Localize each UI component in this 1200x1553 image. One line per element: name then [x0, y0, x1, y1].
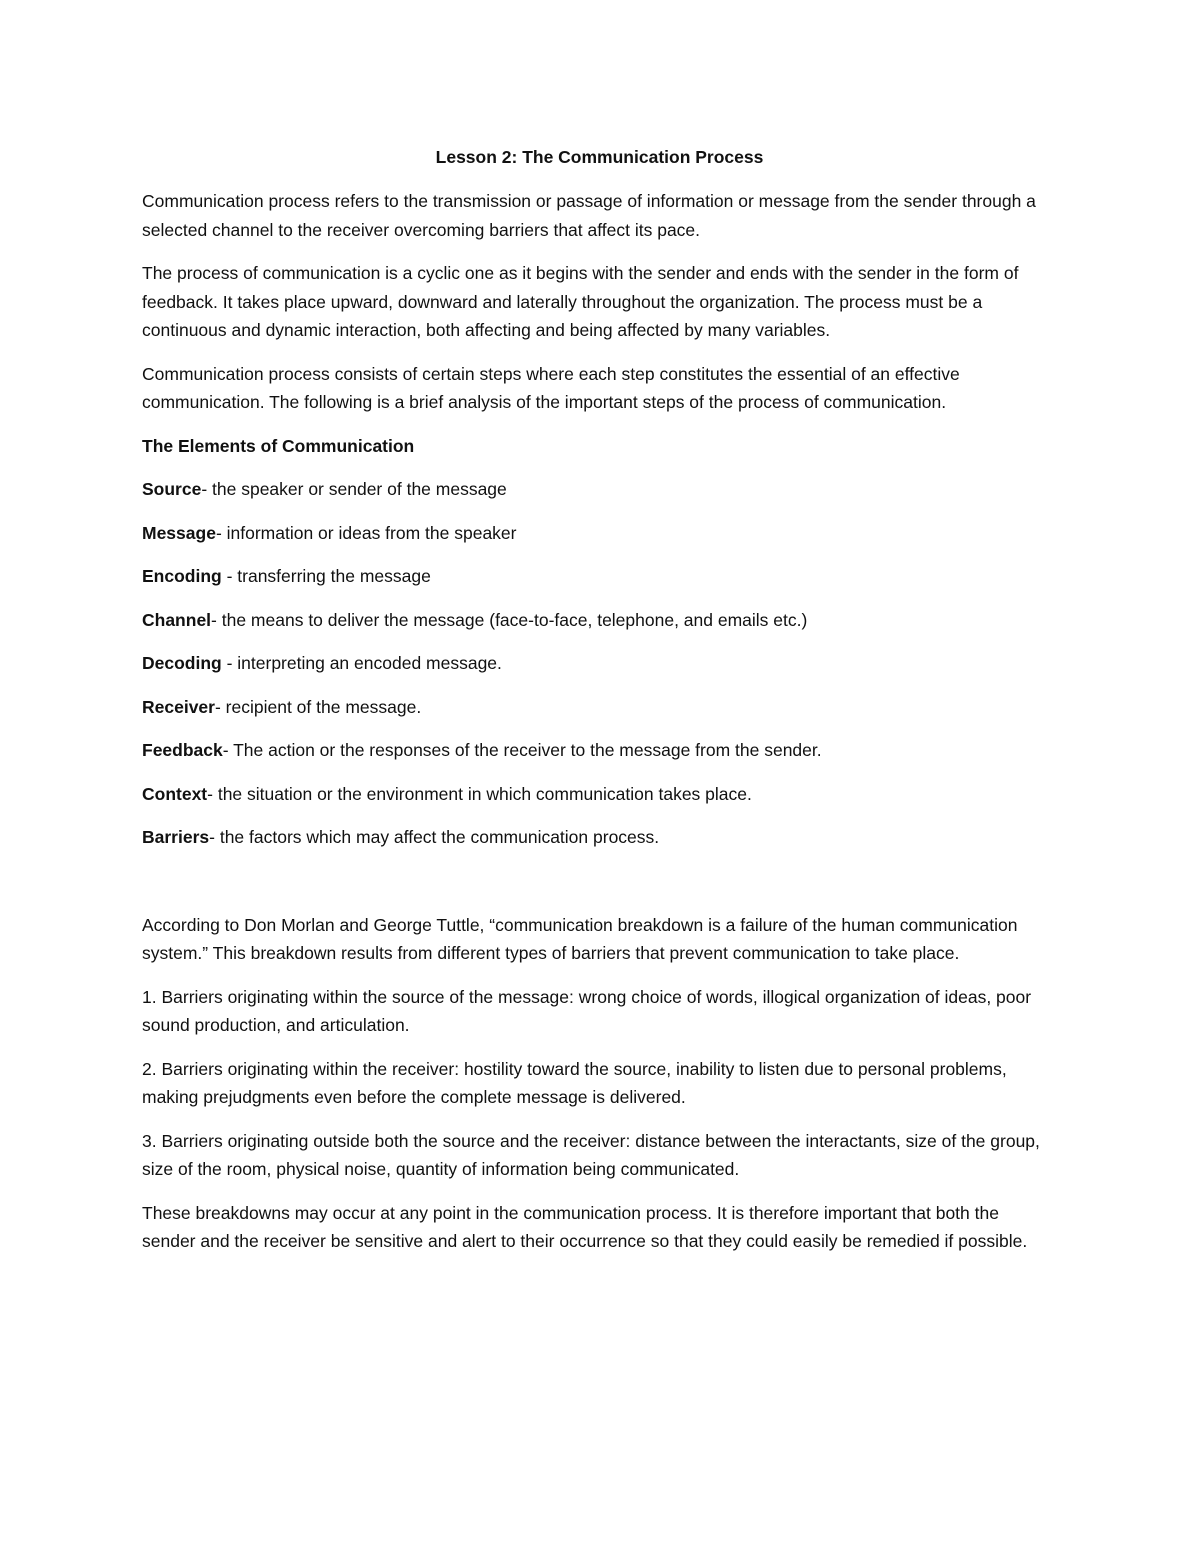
elements-heading: The Elements of Communication: [142, 435, 415, 456]
document-body: [142, 143, 1057, 1271]
barrier-paragraph: 2. Barriers originating within the receiver: hostility toward the source, inability to listen due to personal problems, making prejudgments even before the complete message is delivered.: [142, 1058, 1007, 1107]
element-term: Encoding: [142, 566, 222, 586]
element-term: Decoding: [142, 653, 222, 673]
element-definition: - the speaker or sender of the message: [201, 479, 507, 499]
element-item-source: [142, 475, 1057, 504]
element-term: Feedback: [142, 740, 223, 760]
barrier-paragraph: According to Don Morlan and George Tuttle, “communication breakdown is a failure of the human communication system.” This breakdown results from different types of barriers that prevent communication to take place.: [142, 914, 1018, 963]
intro-paragraph: Communication process refers to the transmission or passage of information or message from the sender through a selected channel to the receiver overcoming barriers that affect its pace.: [142, 191, 1036, 240]
element-item-encoding: [142, 562, 1057, 591]
element-item-message: [142, 519, 1057, 548]
barrier-paragraph: 1. Barriers originating within the source of the message: wrong choice of words, illogical organization of ideas, poor sound production, and articulation.: [142, 986, 1032, 1035]
element-term: Channel: [142, 609, 212, 630]
element-definition: - the factors which may affect the communication process.: [209, 827, 660, 847]
barrier-paragraph: 3. Barriers originating outside both the source and the receiver: distance between the interactants, size of the group, size of the room, physical noise, quantity of information being communicated.: [142, 1130, 1040, 1179]
intro-paragraph: Communication process consists of certain steps where each step constitutes the essential of an effective communication. The following is a brief analysis of the important steps of the process of communication.: [142, 363, 960, 412]
intro-paragraph: The process of communication is a cyclic one as it begins with the sender and ends with the sender in the form of feedback. It takes place upward, downward and laterally throughout the organization. The process must be a continuous and dynamic interaction, both affecting and being affected by many variables.: [142, 263, 1019, 340]
element-item-barriers: [142, 823, 1057, 852]
element-definition: - the means to deliver the message (face-to-face, telephone, and emails etc.): [211, 609, 808, 630]
element-item-context: [142, 780, 1057, 809]
element-term: Context: [142, 783, 208, 804]
blank-line: [142, 867, 1057, 911]
element-item-channel: [142, 606, 1057, 635]
element-definition: - the situation or the environment in which communication takes place.: [207, 783, 752, 804]
element-definition: - recipient of the message.: [214, 696, 422, 717]
page-title: Lesson 2: The Communication Process: [435, 147, 764, 167]
element-definition: - information or ideas from the speaker: [215, 522, 517, 543]
element-term: Receiver: [142, 696, 215, 717]
element-term: Barriers: [142, 827, 210, 847]
element-item-receiver: [142, 693, 1057, 722]
element-definition: - transferring the message: [221, 566, 431, 586]
element-term: Source: [142, 479, 202, 499]
barrier-paragraph: These breakdowns may occur at any point in the communication process. It is therefore important that both the sender and the receiver be sensitive and alert to their occurrence so that they could easily be remedied if possible.: [142, 1202, 1028, 1251]
element-definition: - The action or the responses of the receiver to the message from the sender.: [222, 740, 822, 760]
element-definition: - interpreting an encoded message.: [221, 653, 502, 673]
element-item-decoding: [142, 649, 1057, 678]
element-term: Message: [142, 522, 216, 543]
element-item-feedback: [142, 736, 1057, 765]
